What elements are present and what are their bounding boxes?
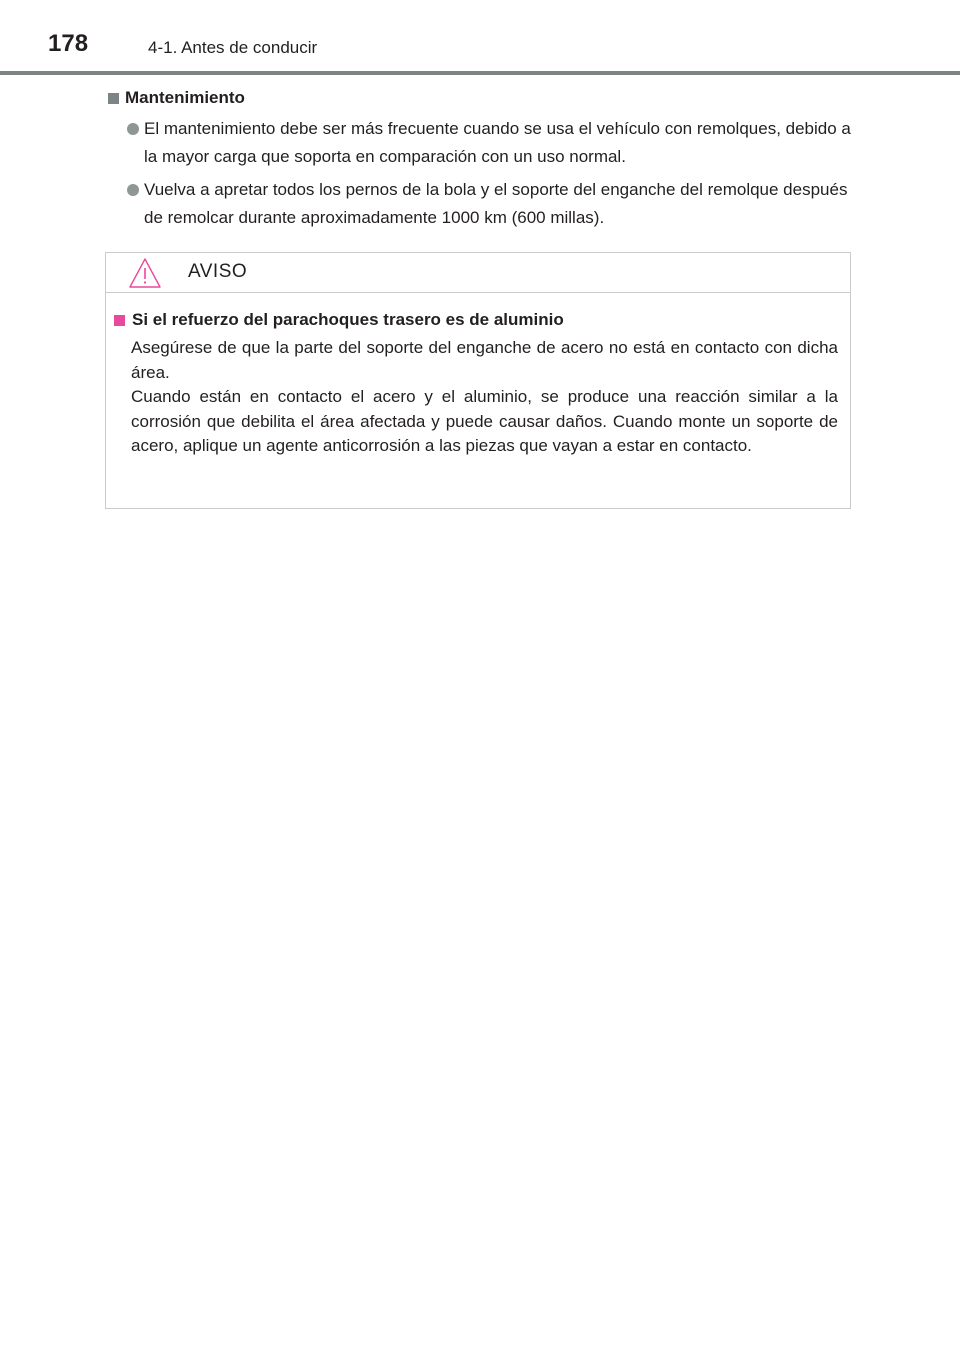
notice-body xyxy=(106,293,850,459)
notice-header xyxy=(106,253,850,293)
notice-title: AVISO xyxy=(188,261,248,282)
square-bullet-icon xyxy=(114,315,125,326)
page-number: 178 xyxy=(48,30,89,57)
chapter-title: 4-1. Antes de conducir xyxy=(148,38,318,57)
header-rule xyxy=(0,71,960,75)
notice-paragraph: Asegúrese de que la parte del soporte del enganche de acero no está en contacto con dicha área. xyxy=(131,338,838,382)
notice-heading-text: Si el refuerzo del parachoques trasero es de aluminio xyxy=(132,310,564,329)
section-heading-text: Mantenimiento xyxy=(125,88,245,107)
notice-text xyxy=(131,336,838,459)
notice-box xyxy=(105,252,851,509)
notice-heading xyxy=(114,310,838,330)
circle-bullet-icon xyxy=(127,184,139,196)
list-item-text: El mantenimiento debe ser más frecuente cuando se usa el vehículo con remolques, debido a la mayor carga que soporta en comparación con un uso normal. xyxy=(144,119,851,166)
list-item xyxy=(108,115,856,171)
notice-paragraph: Cuando están en contacto el acero y el aluminio, se produce una reacción similar a la corrosión que debilita el área afectada y puede causar daños. Cuando monte un soporte de acero, aplique un agente anticorrosión a las piezas que vayan a estar en contacto. xyxy=(131,387,838,455)
maintenance-section xyxy=(108,88,856,237)
section-heading xyxy=(108,88,856,108)
list-item xyxy=(108,176,856,232)
square-bullet-icon xyxy=(108,93,119,104)
bullet-list xyxy=(108,115,856,232)
circle-bullet-icon xyxy=(127,123,139,135)
warning-triangle-icon xyxy=(128,257,162,294)
list-item-text: Vuelva a apretar todos los pernos de la bola y el soporte del enganche del remolque después de remolcar durante aproximadamente 1000 km (600 millas). xyxy=(144,180,848,227)
